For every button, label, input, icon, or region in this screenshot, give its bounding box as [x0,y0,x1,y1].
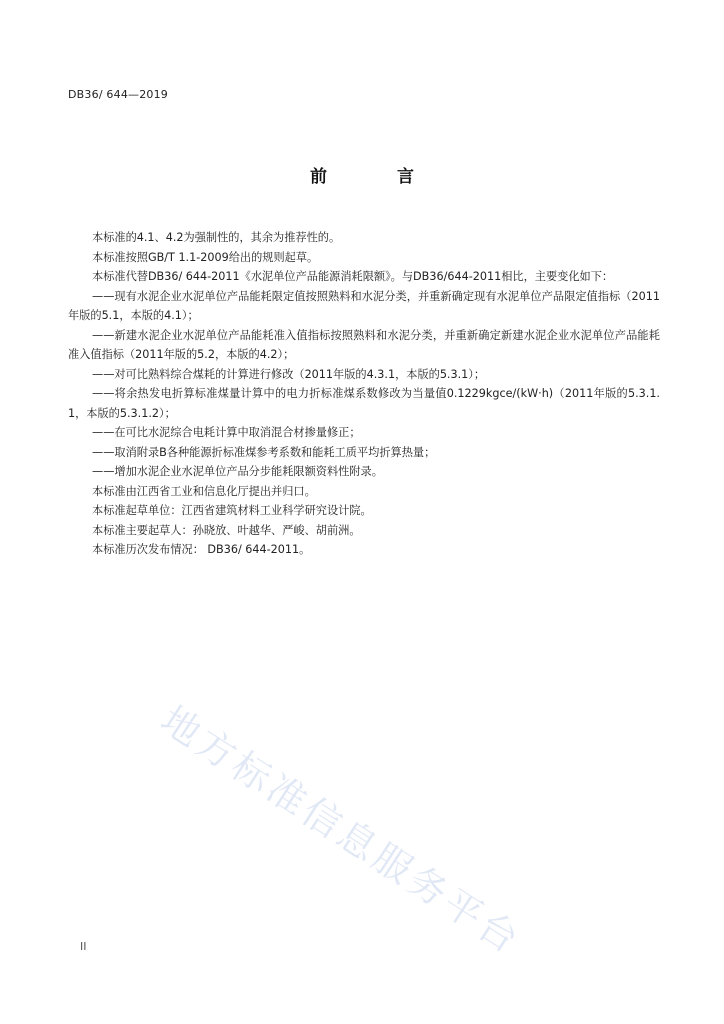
paragraph: 本标准代替DB36/ 644-2011《水泥单位产品能源消耗限额》。与DB36/644-2011相比，主要变化如下： [92,270,614,283]
change-item: ——将余热发电折算标准煤量计算中的电力折标准煤系数修改为当量值0.1229kgce/(kW·h)（2011年版的5.3.1.1，本版的5.3.1.2）； [68,387,660,420]
paragraph: 本标准由江西省工业和信息化厅提出并归口。 [92,484,316,498]
change-item: ——取消附录B各种能源折标准煤参考系数和能耗工质平均折算热量； [92,445,436,459]
foreword-body [68,228,660,560]
paragraph: 本标准按照GB/T 1.1-2009给出的规则起草。 [92,250,319,264]
standard-code: DB36/ 644—2019 [68,88,169,101]
page-title: 前 言 [310,167,446,187]
watermark: 地方标准信息服务平台 [153,697,530,964]
change-item: ——现有水泥企业水泥单位产品能耗限定值按照熟料和水泥分类，并重新确定现有水泥单位产品限定值指标（2011年版的5.1，本版的4.1）； [68,289,660,322]
page-number: II [80,940,87,953]
change-item: ——在可比水泥综合电耗计算中取消混合材掺量修正； [92,426,361,439]
change-item: ——增加水泥企业水泥单位产品分步能耗限额资料性附录。 [92,465,383,478]
paragraph: 本标准主要起草人：孙晓放、叶越华、严峻、胡前洲。 [92,523,361,537]
paragraph: 本标准起草单位：江西省建筑材料工业科学研究设计院。 [92,504,372,517]
paragraph: 本标准的4.1、4.2为强制性的，其余为推荐性的。 [92,231,341,244]
paragraph: 本标准历次发布情况： DB36/ 644-2011。 [92,543,311,556]
change-item: ——新建水泥企业水泥单位产品能耗准入值指标按照熟料和水泥分类，并重新确定新建水泥企业水泥单位产品能耗准入值指标（2011年版的5.2，本版的4.2）； [68,328,660,361]
change-item: ——对可比熟料综合煤耗的计算进行修改（2011年版的4.3.1，本版的5.3.1）； [92,367,486,381]
